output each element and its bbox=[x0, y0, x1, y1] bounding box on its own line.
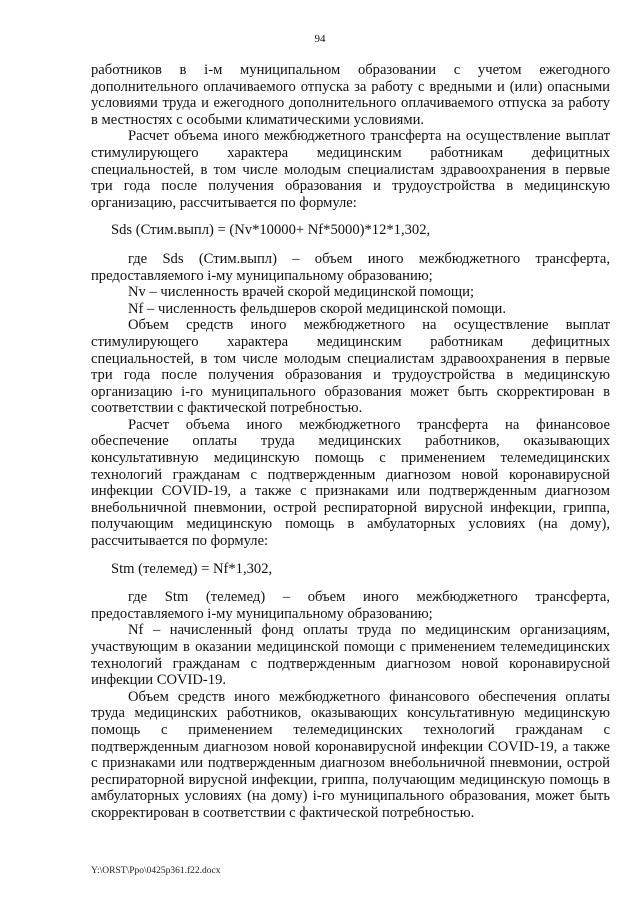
paragraph-nf-definition: Nf – численность фельдшеров скорой медицинской помощи. bbox=[128, 300, 506, 317]
page-number: 94 bbox=[314, 33, 326, 45]
paragraph-stimulus-intro: Расчет объема иного межбюджетного трансферта на осуществление выплат стимулирующего характера медицинским работникам дефицитных специальностей, в том числе молодым специалистам здравоохранения в первые три года после получения образования и трудоустройства в медицинскую организацию, рассчитывается по формуле: bbox=[91, 128, 610, 211]
paragraph-continuation: работников в i-м муниципальном образовании с учетом ежегодного дополнительного оплачиваемого отпуска за работу с вредными и (или) опасными условиями труда и ежегодного дополнительного оплачиваемого отпуска за работу в местностях с особыми климатическими условиями. bbox=[91, 62, 610, 128]
formula-stimulus: Sds (Стим.выпл) = (Nv*10000+ Nf*5000)*12*1,302, bbox=[111, 222, 431, 239]
document-body bbox=[91, 62, 610, 822]
paragraph-telemed-intro: Расчет объема иного межбюджетного трансферта на финансовое обеспечение оплаты труда медицинских работников, оказывающих консультативную медицинскую помощь с применением телемедицинских технологий гражданам с подтвержденным диагнозом новой коронавирусной инфекции COVID-19, а также с признаками или подтвержденным диагнозом внебольничной пневмонии, острой респираторной вирусной инфекции, гриппа, получающим медицинскую помощь в амбулаторных условиях (на дому), рассчитывается по формуле: bbox=[91, 416, 610, 550]
paragraph-nv-definition: Nv – численность врачей скорой медицинской помощи; bbox=[128, 284, 475, 301]
footer-file-path: Y:\ORST\Ppo\0425p361.f22.docx bbox=[91, 866, 221, 876]
paragraph-stm-definition: где Stm (телемед) – объем иного межбюджетного трансферта, предоставляемого i-му муниципальному образованию; bbox=[91, 589, 610, 622]
paragraph-sds-definition: где Sds (Стим.выпл) – объем иного межбюджетного трансферта, предоставляемого i-му муниципальному образованию; bbox=[91, 250, 610, 284]
formula-telemed: Stm (телемед) = Nf*1,302, bbox=[111, 560, 273, 577]
paragraph-telemed-adjustment: Объем средств иного межбюджетного финансового обеспечения оплаты труда медицинских работников, оказывающих консультативную медицинскую помощь с применением телемедицинских технологий гражданам с подтвержденным диагнозом новой коронавирусной инфекции COVID-19, а также с признаками или подтвержденным диагнозом внебольничной пневмонии, острой респираторной вирусной инфекции, гриппа, получающим медицинскую помощь в амбулаторных условиях (на дому) i-го муниципального образования, может быть скорректирован в соответствии с фактической потребностью. bbox=[91, 688, 610, 821]
paragraph-nf-fund-definition: Nf – начисленный фонд оплаты труда по медицинским организациям, участвующим в оказании медицинской помощи с применением телемедицинских технологий гражданам с подтвержденным диагнозом новой коронавирусной инфекции COVID-19. bbox=[91, 622, 610, 689]
paragraph-stimulus-adjustment: Объем средств иного межбюджетного на осуществление выплат стимулирующего характера медицинским работникам дефицитных специальностей, в том числе молодым специалистам здравоохранения в первые три года после получения образования и трудоустройства в медицинскую организацию i-го муниципального образования может быть скорректирован в соответствии с фактической потребностью. bbox=[91, 317, 610, 417]
